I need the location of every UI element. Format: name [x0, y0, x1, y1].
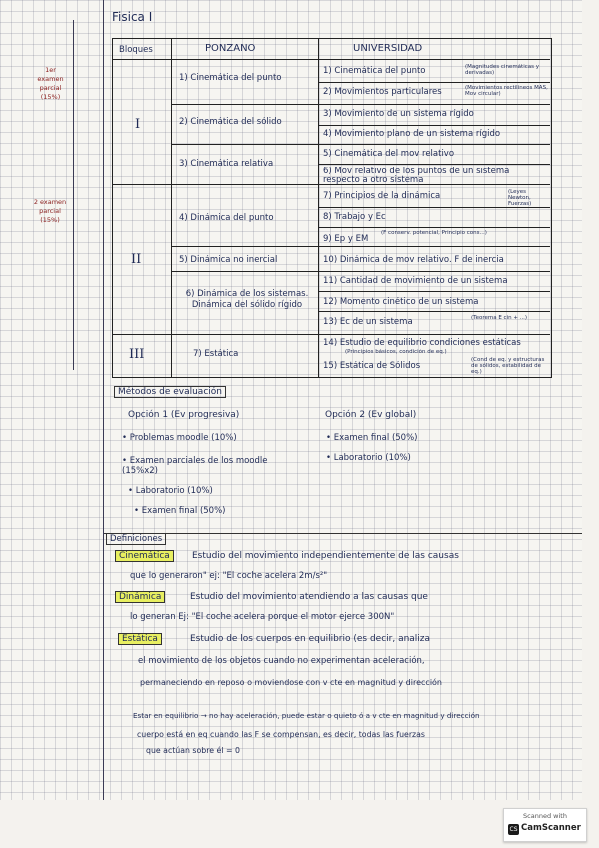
table-row-divider	[318, 207, 550, 208]
universidad-item: 9) Ep y EM	[323, 234, 369, 244]
definition-text: Estudio del movimiento independientemente de las causas	[192, 551, 459, 561]
header-bloques: Bloques	[119, 45, 153, 55]
table-row-divider	[318, 311, 550, 312]
universidad-item: 14) Estudio de equilibrio condiciones estáticas	[323, 338, 521, 348]
universidad-item: 8) Trabajo y Ec	[323, 212, 386, 222]
table-col-divider	[318, 39, 319, 377]
block-II: II	[131, 252, 142, 267]
equilibrium-note: que actúan sobre él = 0	[146, 746, 240, 755]
header-ponzano: PONZANO	[205, 43, 256, 54]
definition-text: lo generan Ej: "El coche acelera porque el motor ejerce 300N"	[130, 612, 395, 622]
universidad-note: (Principios básicos, condición de eq.)	[345, 349, 447, 355]
universidad-item: 15) Estática de Sólidos	[323, 361, 421, 371]
universidad-item: 11) Cantidad de movimiento de un sistema	[323, 276, 508, 286]
table-row-divider	[171, 271, 550, 272]
universidad-item: 5) Cinemática del mov relativo	[323, 149, 455, 159]
definition-text: Estudio de los cuerpos en equilibrio (es decir, analiza	[190, 634, 431, 644]
universidad-note: (Leyes Newton, Fuerzas)	[508, 189, 532, 207]
header-universidad: UNIVERSIDAD	[353, 43, 423, 54]
ponzano-item: 5) Dinámica no inercial	[179, 255, 278, 265]
universidad-item: 6) Mov relativo de los puntos de un sistema respecto a otro sistema	[323, 167, 510, 185]
table-row-divider	[318, 291, 550, 292]
universidad-item: 13) Ec de un sistema	[323, 317, 413, 327]
table-row-divider	[113, 334, 550, 335]
equilibrium-note: Estar en equilibrio → no hay aceleración, puede estar o quieto ó a v cte en magnitud y dirección	[133, 711, 480, 720]
definition-text: permaneciendo en reposo o moviendose con v cte en magnitud y dirección	[140, 678, 443, 687]
table-row-divider	[113, 59, 550, 60]
option2-title: Opción 2 (Ev global)	[325, 410, 417, 420]
definition-text: que lo generaron" ej: "El coche acelera 2m/s²"	[130, 571, 328, 581]
universidad-note: (Movimientos rectilíneos MAS, Mov circular)	[465, 85, 548, 97]
table-col-divider	[171, 39, 172, 377]
definition-text: Estudio del movimiento atendiendo a las causas que	[190, 592, 428, 602]
option2-item: • Laboratorio (10%)	[326, 453, 411, 463]
table-row-divider	[318, 125, 550, 126]
universidad-note: (Magnitudes cinemáticas y derivadas)	[465, 64, 539, 76]
option2-item: • Examen final (50%)	[326, 433, 418, 443]
ponzano-item: 4) Dinámica del punto	[179, 213, 274, 223]
universidad-item: 4) Movimiento plano de un sistema rígido	[323, 129, 501, 139]
universidad-item: 2) Movimientos particulares	[323, 87, 442, 97]
option1-title: Opción 1 (Ev progresiva)	[128, 410, 240, 420]
ponzano-item: 6) Dinámica de los sistemas. Dinámica del sólido rígido	[185, 289, 309, 310]
watermark-caption: Scanned with	[523, 812, 567, 820]
universidad-item: 3) Movimiento de un sistema rígido	[323, 109, 474, 119]
term-cinematica: Cinemática	[115, 550, 174, 562]
table-row-divider	[318, 82, 550, 83]
margin-note-2: 2 examen parcial (15%)	[33, 198, 67, 224]
page-title: Fisica I	[112, 10, 153, 24]
term-estatica: Estática	[118, 633, 162, 645]
margin-bracket	[73, 20, 74, 370]
universidad-note: (Cond de eq. y estructuras de sólidos, estabilidad de eq.)	[471, 357, 545, 375]
definition-text: el movimiento de los objetos cuando no experimentan aceleración,	[138, 656, 425, 666]
ponzano-item: 7) Estática	[193, 349, 239, 359]
universidad-note: (F conserv. potencial, Principio cons...)	[381, 230, 487, 236]
definitions-heading: Definiciones	[106, 533, 166, 545]
option1-item: • Examen final (50%)	[134, 506, 226, 516]
table-row-divider	[171, 144, 550, 145]
option1-item: • Examen parciales de los moodle (15%x2)	[122, 456, 268, 476]
equilibrium-note: cuerpo está en eq cuando las F se compensan, es decir, todas las fuerzas	[137, 730, 425, 739]
universidad-item: 7) Principios de la dinámica	[323, 191, 441, 201]
ponzano-item: 3) Cinemática relativa	[179, 159, 274, 169]
margin-line	[103, 0, 104, 800]
table-row-divider	[171, 104, 550, 105]
table-row-divider	[318, 164, 550, 165]
margin-note-1: 1er examen parcial (15%)	[37, 66, 64, 101]
table-row-divider	[171, 246, 550, 247]
section-divider	[104, 533, 582, 534]
term-dinamica: Dinámica	[115, 591, 165, 603]
universidad-note: (Teorema E cin + ...)	[471, 315, 528, 321]
evaluation-heading: Métodos de evaluación	[114, 386, 226, 398]
option1-item: • Problemas moodle (10%)	[122, 433, 237, 443]
syllabus-table	[112, 38, 552, 378]
watermark-brand: CamScanner	[521, 823, 581, 833]
universidad-item: 1) Cinemática del punto	[323, 66, 426, 76]
option1-item: • Laboratorio (10%)	[128, 486, 213, 496]
camscanner-watermark	[503, 808, 587, 842]
table-row-divider	[318, 227, 550, 228]
block-I: I	[135, 117, 141, 132]
camscanner-icon: CS	[509, 826, 518, 833]
universidad-item: 10) Dinámica de mov relativo. F de inercia	[323, 255, 504, 265]
universidad-item: 12) Momento cinético de un sistema	[323, 297, 479, 307]
block-III: III	[129, 347, 145, 362]
ponzano-item: 1) Cinemática del punto	[179, 73, 282, 83]
ponzano-item: 2) Cinemática del sólido	[179, 117, 282, 127]
